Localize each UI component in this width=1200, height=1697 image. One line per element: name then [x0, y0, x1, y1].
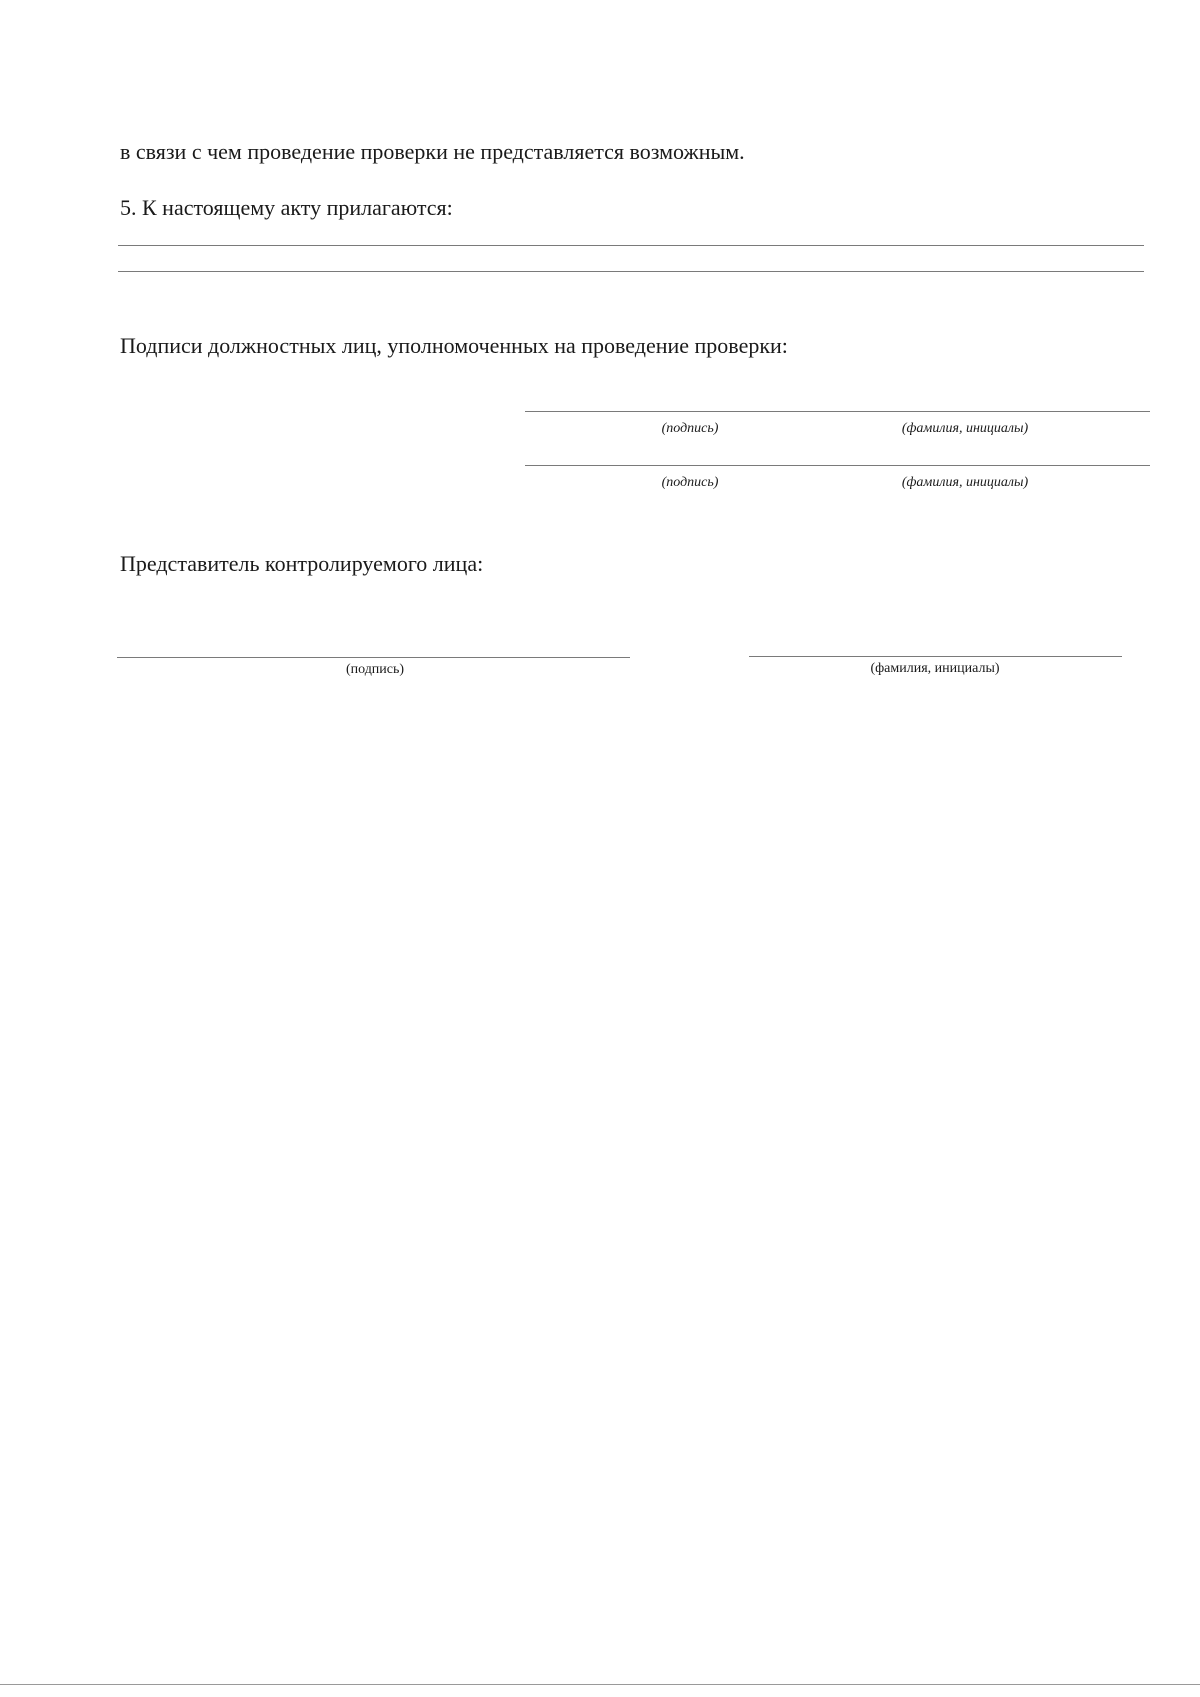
official-name-caption-1: (фамилия, инициалы) — [901, 421, 1029, 436]
attachments-heading: 5. К настоящему акту прилагаются: — [120, 195, 453, 220]
attachments-blank-line-2[interactable] — [118, 271, 1144, 272]
attachments-blank-line-1[interactable] — [118, 245, 1144, 246]
representative-name-line[interactable] — [749, 656, 1122, 657]
officials-heading: Подписи должностных лиц, уполномоченных на проведение проверки: — [120, 333, 788, 358]
representative-heading: Представитель контролируемого лица: — [120, 551, 484, 576]
official-name-caption-2: (фамилия, инициалы) — [901, 475, 1029, 490]
official-signature-caption-2: (подпись) — [661, 475, 719, 490]
official-signature-line-2[interactable] — [525, 465, 1150, 466]
representative-name-caption: (фамилия, инициалы) — [870, 661, 1000, 676]
official-signature-caption-1: (подпись) — [661, 421, 719, 436]
official-signature-line-1[interactable] — [525, 411, 1150, 412]
page-bottom-edge — [0, 1684, 1200, 1685]
intro-line: в связи с чем проведение проверки не представляется возможным. — [120, 139, 745, 164]
representative-signature-line[interactable] — [117, 657, 630, 658]
representative-signature-caption: (подпись) — [345, 662, 405, 677]
